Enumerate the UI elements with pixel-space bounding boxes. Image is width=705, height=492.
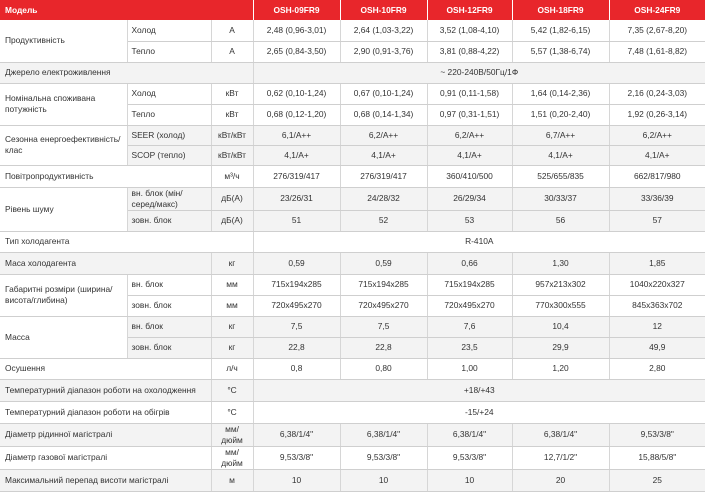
value-cell: 51	[253, 210, 340, 231]
row-label-liquid-pipe: Діаметр рідинної магістралі	[0, 423, 211, 446]
table-row	[0, 274, 705, 295]
value-cell: 10	[340, 469, 427, 491]
value-cell: 52	[340, 210, 427, 231]
value-cell: 2,48 (0,96-3,01)	[253, 20, 340, 41]
value-cell: 2,80	[609, 358, 705, 379]
value-cell: 0,68 (0,14-1,34)	[340, 104, 427, 125]
table-row	[0, 252, 705, 274]
value-cell: 9,53/3/8"	[609, 423, 705, 446]
value-cell: 1,00	[427, 358, 512, 379]
table-row	[0, 358, 705, 379]
value-cell: 0,59	[253, 252, 340, 274]
row-label-noise: Рівень шуму	[0, 187, 127, 231]
value-cell: 0,59	[340, 252, 427, 274]
value-cell: 26/29/34	[427, 187, 512, 210]
unit-cell: мм	[211, 274, 253, 295]
sub-label: SCOP (тепло)	[127, 145, 211, 165]
value-cell: 1,20	[512, 358, 609, 379]
value-cell: 6,38/1/4"	[340, 423, 427, 446]
value-cell: 5,42 (1,82-6,15)	[512, 20, 609, 41]
row-label-dimensions: Габаритні розміри (ширина/висота/глибина)	[0, 274, 127, 316]
value-cell: 56	[512, 210, 609, 231]
value-cell: 22,8	[340, 337, 427, 358]
value-cell: 7,6	[427, 316, 512, 337]
row-label-seasonal: Сезонна енергоефективність/клас	[0, 125, 127, 165]
unit-cell: А	[211, 20, 253, 41]
value-cell: 715х194х285	[253, 274, 340, 295]
table-row	[0, 401, 705, 423]
value-cell: 10	[427, 469, 512, 491]
value-cell: 662/817/980	[609, 165, 705, 187]
value-cell: 715х194х285	[340, 274, 427, 295]
value-cell: 0,66	[427, 252, 512, 274]
unit-cell: кг	[211, 337, 253, 358]
unit-cell: кВт	[211, 104, 253, 125]
value-cell: 2,65 (0,84-3,50)	[253, 41, 340, 62]
unit-cell: кВт/кВт	[211, 145, 253, 165]
unit-cell: кВт/кВт	[211, 125, 253, 145]
value-cell: 6,2/А++	[609, 125, 705, 145]
value-cell: -15/+24	[253, 401, 705, 423]
value-cell: 22,8	[253, 337, 340, 358]
sub-label: SEER (холод)	[127, 125, 211, 145]
table-row	[0, 20, 705, 41]
sub-label: вн. блок	[127, 274, 211, 295]
value-cell: 7,5	[340, 316, 427, 337]
model-column-header: OSH-10FR9	[340, 0, 427, 20]
unit-cell: м³/ч	[211, 165, 253, 187]
value-cell: 30/33/37	[512, 187, 609, 210]
value-cell: 9,53/3/8"	[253, 446, 340, 469]
table-row	[0, 125, 705, 145]
unit-cell: дБ(А)	[211, 210, 253, 231]
row-label-height-diff: Максимальний перепад висоти магістралі	[0, 469, 211, 491]
value-cell: 6,2/А++	[427, 125, 512, 145]
value-cell: 10,4	[512, 316, 609, 337]
sub-label: Холод	[127, 20, 211, 41]
value-cell: 6,38/1/4"	[427, 423, 512, 446]
value-cell: 6,38/1/4"	[512, 423, 609, 446]
row-label-power-consumption: Номінальна споживана потужність	[0, 83, 127, 125]
sub-label: Холод	[127, 83, 211, 104]
value-cell: 7,5	[253, 316, 340, 337]
value-cell: 10	[253, 469, 340, 491]
value-cell: 0,80	[340, 358, 427, 379]
value-cell: 0,91 (0,11-1,58)	[427, 83, 512, 104]
value-cell: 4,1/А+	[340, 145, 427, 165]
value-cell: 29,9	[512, 337, 609, 358]
value-cell: 49,9	[609, 337, 705, 358]
sub-label: вн. блок (мін/серед/макс)	[127, 187, 211, 210]
value-cell: 6,7/А++	[512, 125, 609, 145]
row-label-airflow: Повітропродуктивність	[0, 165, 211, 187]
value-cell: 0,62 (0,10-1,24)	[253, 83, 340, 104]
table-row	[0, 62, 705, 83]
unit-cell: мм/дюйм	[211, 446, 253, 469]
value-cell: 1,51 (0,20-2,40)	[512, 104, 609, 125]
value-cell: 0,8	[253, 358, 340, 379]
value-cell: 15,88/5/8"	[609, 446, 705, 469]
value-cell: 25	[609, 469, 705, 491]
value-cell: 276/319/417	[340, 165, 427, 187]
value-cell: 6,1/А++	[253, 125, 340, 145]
sub-label: вн. блок	[127, 316, 211, 337]
value-cell: 33/36/39	[609, 187, 705, 210]
value-cell: 770х300х555	[512, 295, 609, 316]
value-cell: 12,7/1/2"	[512, 446, 609, 469]
value-cell: 2,16 (0,24-3,03)	[609, 83, 705, 104]
model-column-header: OSH-24FR9	[609, 0, 705, 20]
unit-cell: кг	[211, 252, 253, 274]
value-cell: 1,85	[609, 252, 705, 274]
value-cell: 23/26/31	[253, 187, 340, 210]
value-cell: 845х363х702	[609, 295, 705, 316]
table-row	[0, 165, 705, 187]
value-cell: 4,1/А+	[427, 145, 512, 165]
value-cell: 6,38/1/4"	[253, 423, 340, 446]
unit-cell: л/ч	[211, 358, 253, 379]
value-cell: 3,52 (1,08-4,10)	[427, 20, 512, 41]
sub-label: Тепло	[127, 41, 211, 62]
value-cell: 12	[609, 316, 705, 337]
value-cell: 3,81 (0,88-4,22)	[427, 41, 512, 62]
value-cell: 1,92 (0,26-3,14)	[609, 104, 705, 125]
value-cell: 53	[427, 210, 512, 231]
unit-cell: мм/дюйм	[211, 423, 253, 446]
model-column-header: OSH-09FR9	[253, 0, 340, 20]
value-cell: 0,67 (0,10-1,24)	[340, 83, 427, 104]
value-cell: 715х194х285	[427, 274, 512, 295]
value-cell: +18/+43	[253, 379, 705, 401]
value-cell: 1,64 (0,14-2,36)	[512, 83, 609, 104]
row-label-mass: Масса	[0, 316, 127, 358]
value-cell: 1,30	[512, 252, 609, 274]
unit-cell: кВт	[211, 83, 253, 104]
row-label-power-source: Джерело електроживлення	[0, 62, 253, 83]
value-cell: 7,35 (2,67-8,20)	[609, 20, 705, 41]
sub-label: Тепло	[127, 104, 211, 125]
value-cell: R-410A	[253, 231, 705, 252]
row-label-refrigerant-mass: Маса холодагента	[0, 252, 211, 274]
table-row	[0, 187, 705, 210]
unit-cell: дБ(А)	[211, 187, 253, 210]
model-column-header: OSH-12FR9	[427, 0, 512, 20]
value-cell: 525/655/835	[512, 165, 609, 187]
table-row	[0, 423, 705, 446]
value-cell: 57	[609, 210, 705, 231]
sub-label: зовн. блок	[127, 210, 211, 231]
value-cell: 720х495х270	[427, 295, 512, 316]
value-cell: 7,48 (1,61-8,82)	[609, 41, 705, 62]
value-cell: 720х495х270	[253, 295, 340, 316]
unit-cell: А	[211, 41, 253, 62]
value-cell: 360/410/500	[427, 165, 512, 187]
row-label-productivity: Продуктивність	[0, 20, 127, 62]
value-cell: 276/319/417	[253, 165, 340, 187]
value-cell: 720х495х270	[340, 295, 427, 316]
unit-cell: мм	[211, 295, 253, 316]
model-column-header: OSH-18FR9	[512, 0, 609, 20]
table-row	[0, 231, 705, 252]
value-cell: 23,5	[427, 337, 512, 358]
table-row	[0, 83, 705, 104]
unit-cell: м	[211, 469, 253, 491]
header-row	[0, 0, 705, 20]
value-cell: 24/28/32	[340, 187, 427, 210]
value-cell: 20	[512, 469, 609, 491]
value-cell: ~ 220-240В/50Гц/1Ф	[253, 62, 705, 83]
value-cell: 1040х220х327	[609, 274, 705, 295]
table-row	[0, 316, 705, 337]
row-label-gas-pipe: Діаметр газової магістралі	[0, 446, 211, 469]
value-cell: 6,2/А++	[340, 125, 427, 145]
value-cell: 0,68 (0,12-1,20)	[253, 104, 340, 125]
table-row	[0, 469, 705, 491]
sub-label: зовн. блок	[127, 295, 211, 316]
value-cell: 4,1/А+	[253, 145, 340, 165]
value-cell: 4,1/А+	[512, 145, 609, 165]
model-header: Модель	[0, 0, 253, 20]
value-cell: 0,97 (0,31-1,51)	[427, 104, 512, 125]
value-cell: 4,1/А+	[609, 145, 705, 165]
value-cell: 9,53/3/8"	[340, 446, 427, 469]
row-label-dehumidification: Осушення	[0, 358, 211, 379]
row-label-temp-cooling: Температурний діапазон роботи на охолодження	[0, 379, 211, 401]
value-cell: 9,53/3/8"	[427, 446, 512, 469]
value-cell: 2,64 (1,03-3,22)	[340, 20, 427, 41]
row-label-refrigerant: Тип холодагента	[0, 231, 253, 252]
sub-label: зовн. блок	[127, 337, 211, 358]
unit-cell: кг	[211, 316, 253, 337]
row-label-temp-heating: Температурний діапазон роботи на обігрів	[0, 401, 211, 423]
value-cell: 957х213х302	[512, 274, 609, 295]
unit-cell: °С	[211, 401, 253, 423]
table-row	[0, 379, 705, 401]
unit-cell: °С	[211, 379, 253, 401]
table-row	[0, 446, 705, 469]
value-cell: 5,57 (1,38-6,74)	[512, 41, 609, 62]
value-cell: 2,90 (0,91-3,76)	[340, 41, 427, 62]
